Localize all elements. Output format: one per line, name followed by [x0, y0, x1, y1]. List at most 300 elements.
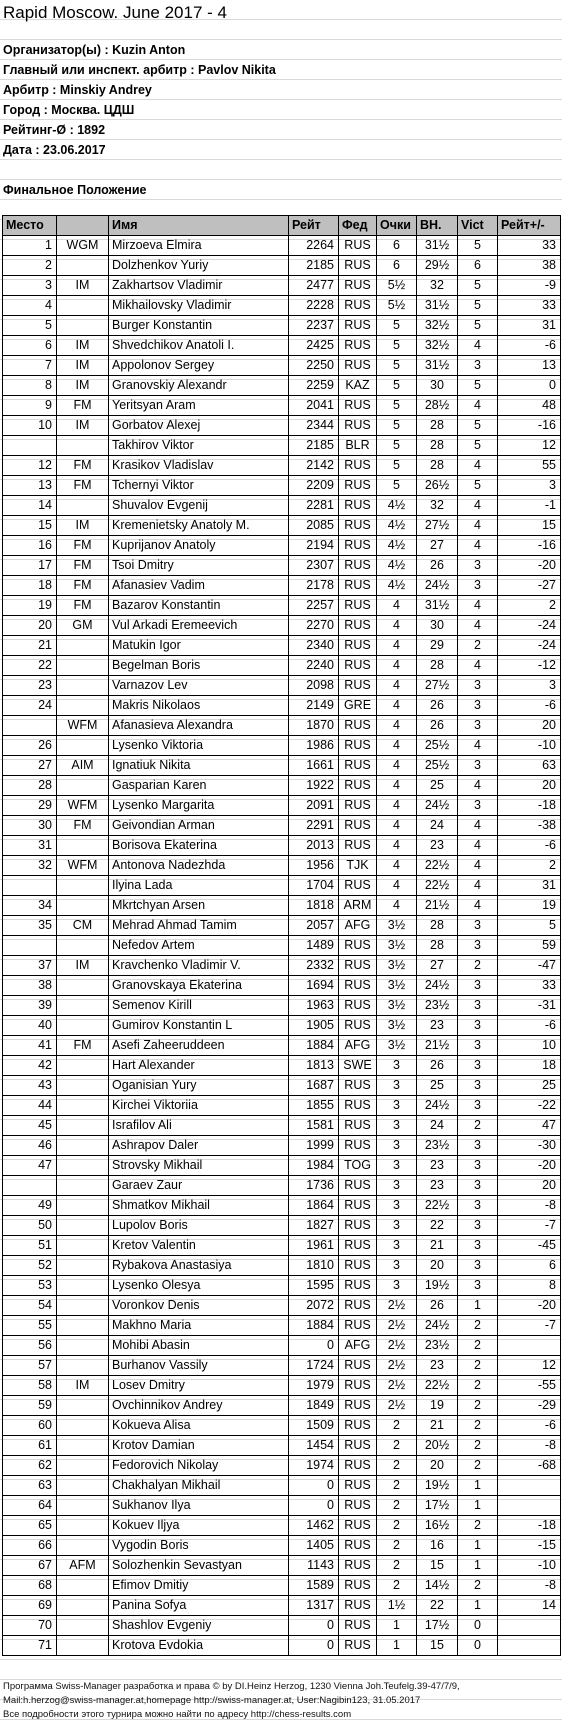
- federation-cell: RUS: [339, 1216, 377, 1236]
- rating-change-cell: 25: [498, 1076, 561, 1096]
- rating-change-cell: [498, 1636, 561, 1656]
- title-cell: [57, 1316, 109, 1336]
- rating-change-cell: -18: [498, 796, 561, 816]
- victories-cell: 4: [458, 876, 498, 896]
- place-cell: 61: [3, 1436, 57, 1456]
- rating-cell: 1810: [289, 1256, 339, 1276]
- rating-cell: 1687: [289, 1076, 339, 1096]
- rating-cell: 1489: [289, 936, 339, 956]
- points-cell: 2½: [377, 1336, 417, 1356]
- table-row: [3, 396, 561, 416]
- federation-cell: RUS: [339, 876, 377, 896]
- title-cell: IM: [57, 376, 109, 396]
- points-cell: 4: [377, 876, 417, 896]
- table-row: [3, 1576, 561, 1596]
- title-cell: [57, 1236, 109, 1256]
- place-cell: 46: [3, 1136, 57, 1156]
- title-cell: FM: [57, 556, 109, 576]
- title-cell: CM: [57, 916, 109, 936]
- title-cell: IM: [57, 516, 109, 536]
- table-row: [3, 1036, 561, 1056]
- rating-cell: 1974: [289, 1456, 339, 1476]
- rating-change-cell: -8: [498, 1576, 561, 1596]
- victories-cell: 4: [458, 396, 498, 416]
- table-row: [3, 716, 561, 736]
- title-cell: [57, 1156, 109, 1176]
- table-row: [3, 1096, 561, 1116]
- rating-cell: 1922: [289, 776, 339, 796]
- player-name-cell: Efimov Dmitiy: [109, 1576, 289, 1596]
- victories-cell: 5: [458, 236, 498, 256]
- victories-cell: 2: [458, 1376, 498, 1396]
- place-cell: 1: [3, 236, 57, 256]
- victories-cell: 2: [458, 1116, 498, 1136]
- rating-change-cell: -31: [498, 996, 561, 1016]
- title-cell: [57, 1016, 109, 1036]
- rating-cell: 1589: [289, 1576, 339, 1596]
- points-cell: 2: [377, 1516, 417, 1536]
- points-cell: 4½: [377, 556, 417, 576]
- title-cell: [57, 1336, 109, 1356]
- tiebreak-cell: 31½: [417, 236, 458, 256]
- table-row: [3, 356, 561, 376]
- rating-change-cell: -8: [498, 1436, 561, 1456]
- tiebreak-cell: 24: [417, 1116, 458, 1136]
- section-title: Финальное Положение: [3, 183, 147, 197]
- tiebreak-cell: 27: [417, 956, 458, 976]
- federation-cell: RUS: [339, 776, 377, 796]
- rating-change-cell: 13: [498, 356, 561, 376]
- victories-cell: 4: [458, 496, 498, 516]
- points-cell: 2: [377, 1576, 417, 1596]
- points-cell: 3: [377, 1156, 417, 1176]
- victories-cell: 3: [458, 1096, 498, 1116]
- place-cell: 19: [3, 596, 57, 616]
- points-cell: 3: [377, 1136, 417, 1156]
- rating-cell: 2425: [289, 336, 339, 356]
- rating-change-cell: -6: [498, 1016, 561, 1036]
- city-line: Город : Москва. ЦДШ: [3, 103, 135, 117]
- federation-cell: SWE: [339, 1056, 377, 1076]
- victories-cell: 2: [458, 1336, 498, 1356]
- victories-cell: 3: [458, 796, 498, 816]
- table-row: [3, 516, 561, 536]
- rating-change-cell: -47: [498, 956, 561, 976]
- victories-cell: 3: [458, 1076, 498, 1096]
- title-cell: [57, 636, 109, 656]
- rating-change-cell: -22: [498, 1096, 561, 1116]
- player-name-cell: Mkrtchyan Arsen: [109, 896, 289, 916]
- victories-cell: 3: [458, 1136, 498, 1156]
- place-cell: 55: [3, 1316, 57, 1336]
- tiebreak-cell: 28: [417, 916, 458, 936]
- table-row: [3, 1056, 561, 1076]
- player-name-cell: Zakhartsov Vladimir: [109, 276, 289, 296]
- table-row: [3, 1016, 561, 1036]
- tiebreak-cell: 32½: [417, 336, 458, 356]
- title-cell: [57, 316, 109, 336]
- tiebreak-cell: 23: [417, 1176, 458, 1196]
- player-name-cell: Appolonov Sergey: [109, 356, 289, 376]
- player-name-cell: Granovskiy Alexandr: [109, 376, 289, 396]
- rating-cell: 1818: [289, 896, 339, 916]
- points-cell: 4: [377, 856, 417, 876]
- player-name-cell: Makhno Maria: [109, 1316, 289, 1336]
- victories-cell: 4: [458, 816, 498, 836]
- rating-average-line: Рейтинг-Ø : 1892: [3, 123, 106, 137]
- player-name-cell: Nefedov Artem: [109, 936, 289, 956]
- table-row: [3, 876, 561, 896]
- points-cell: 3: [377, 1276, 417, 1296]
- federation-cell: RUS: [339, 296, 377, 316]
- victories-cell: 3: [458, 676, 498, 696]
- points-cell: 4: [377, 756, 417, 776]
- rating-cell: 2228: [289, 296, 339, 316]
- points-cell: 2: [377, 1536, 417, 1556]
- place-cell: 29: [3, 796, 57, 816]
- rating-cell: 1509: [289, 1416, 339, 1436]
- victories-cell: 4: [458, 336, 498, 356]
- federation-cell: RUS: [339, 256, 377, 276]
- federation-cell: GRE: [339, 696, 377, 716]
- rating-cell: 2237: [289, 316, 339, 336]
- rating-cell: 2291: [289, 816, 339, 836]
- place-cell: 37: [3, 956, 57, 976]
- place-cell: 52: [3, 1256, 57, 1276]
- points-cell: 3½: [377, 1016, 417, 1036]
- player-name-cell: Sukhanov Ilya: [109, 1496, 289, 1516]
- tiebreak-cell: 19½: [417, 1276, 458, 1296]
- victories-cell: 4: [458, 836, 498, 856]
- tiebreak-cell: 29: [417, 636, 458, 656]
- tiebreak-cell: 17½: [417, 1616, 458, 1636]
- title-cell: [57, 1516, 109, 1536]
- table-row: [3, 1256, 561, 1276]
- rating-cell: 2057: [289, 916, 339, 936]
- federation-cell: RUS: [339, 316, 377, 336]
- table-row: [3, 1076, 561, 1096]
- victories-cell: 2: [458, 1316, 498, 1336]
- federation-cell: RUS: [339, 936, 377, 956]
- federation-cell: RUS: [339, 516, 377, 536]
- player-name-cell: Ignatiuk Nikita: [109, 756, 289, 776]
- place-cell: 58: [3, 1376, 57, 1396]
- rating-change-cell: -1: [498, 496, 561, 516]
- rating-cell: 2194: [289, 536, 339, 556]
- title-cell: [57, 776, 109, 796]
- rating-change-cell: 8: [498, 1276, 561, 1296]
- federation-cell: RUS: [339, 1436, 377, 1456]
- title-cell: [57, 1136, 109, 1156]
- place-cell: 22: [3, 656, 57, 676]
- table-row: [3, 656, 561, 676]
- points-cell: 3½: [377, 956, 417, 976]
- rating-cell: 1979: [289, 1376, 339, 1396]
- tiebreak-cell: 32: [417, 496, 458, 516]
- points-cell: 4: [377, 836, 417, 856]
- tiebreak-cell: 31½: [417, 296, 458, 316]
- tiebreak-cell: 29½: [417, 256, 458, 276]
- chief-arbiter-line: Главный или инспект. арбитр : Pavlov Nikita: [3, 63, 276, 77]
- tiebreak-cell: 31½: [417, 596, 458, 616]
- player-name-cell: Ashrapov Daler: [109, 1136, 289, 1156]
- player-name-cell: Israfilov Ali: [109, 1116, 289, 1136]
- arbiter-line: Арбитр : Minskiy Andrey: [3, 83, 152, 97]
- place-cell: [3, 876, 57, 896]
- rating-change-cell: 15: [498, 516, 561, 536]
- rating-cell: 1462: [289, 1516, 339, 1536]
- player-name-cell: Gasparian Karen: [109, 776, 289, 796]
- rating-change-cell: 5: [498, 916, 561, 936]
- date-line: Дата : 23.06.2017: [3, 143, 106, 157]
- victories-cell: 0: [458, 1616, 498, 1636]
- title-cell: IM: [57, 416, 109, 436]
- federation-cell: RUS: [339, 996, 377, 1016]
- title-cell: [57, 1116, 109, 1136]
- place-cell: 45: [3, 1116, 57, 1136]
- points-cell: 5: [377, 396, 417, 416]
- tiebreak-cell: 24½: [417, 1316, 458, 1336]
- federation-cell: RUS: [339, 836, 377, 856]
- tiebreak-cell: 25½: [417, 736, 458, 756]
- rating-change-cell: 55: [498, 456, 561, 476]
- player-name-cell: Fedorovich Nikolay: [109, 1456, 289, 1476]
- points-cell: 3: [377, 1096, 417, 1116]
- victories-cell: 3: [458, 1216, 498, 1236]
- rating-change-cell: -12: [498, 656, 561, 676]
- title-cell: [57, 836, 109, 856]
- rating-cell: 0: [289, 1636, 339, 1656]
- federation-cell: ARM: [339, 896, 377, 916]
- tiebreak-cell: 23½: [417, 1136, 458, 1156]
- federation-cell: RUS: [339, 736, 377, 756]
- rating-change-cell: -8: [498, 1196, 561, 1216]
- federation-cell: RUS: [339, 616, 377, 636]
- place-cell: 69: [3, 1596, 57, 1616]
- player-name-cell: Granovskaya Ekaterina: [109, 976, 289, 996]
- place-cell: 47: [3, 1156, 57, 1176]
- place-cell: 4: [3, 296, 57, 316]
- rating-cell: 2250: [289, 356, 339, 376]
- victories-cell: 2: [458, 1436, 498, 1456]
- rating-change-cell: 20: [498, 776, 561, 796]
- place-cell: 38: [3, 976, 57, 996]
- federation-cell: RUS: [339, 276, 377, 296]
- table-row: [3, 756, 561, 776]
- points-cell: 3: [377, 1076, 417, 1096]
- player-name-cell: Burhanov Vassily: [109, 1356, 289, 1376]
- tiebreak-cell: 28: [417, 436, 458, 456]
- tiebreak-cell: 21: [417, 1236, 458, 1256]
- points-cell: 2½: [377, 1376, 417, 1396]
- rating-cell: 1884: [289, 1316, 339, 1336]
- player-name-cell: Vygodin Boris: [109, 1536, 289, 1556]
- title-cell: IM: [57, 356, 109, 376]
- rating-cell: 1143: [289, 1556, 339, 1576]
- federation-cell: AFG: [339, 1336, 377, 1356]
- tiebreak-cell: 22½: [417, 1376, 458, 1396]
- rating-change-cell: -7: [498, 1216, 561, 1236]
- victories-cell: 4: [458, 776, 498, 796]
- place-cell: [3, 716, 57, 736]
- title-cell: [57, 1256, 109, 1276]
- table-row: [3, 1436, 561, 1456]
- table-row: [3, 1496, 561, 1516]
- rating-change-cell: 12: [498, 436, 561, 456]
- rating-cell: 0: [289, 1476, 339, 1496]
- federation-cell: RUS: [339, 536, 377, 556]
- player-name-cell: Antonova Nadezhda: [109, 856, 289, 876]
- rating-cell: 1884: [289, 1036, 339, 1056]
- player-name-cell: Borisova Ekaterina: [109, 836, 289, 856]
- rating-change-cell: 33: [498, 976, 561, 996]
- rating-cell: 1405: [289, 1536, 339, 1556]
- rating-cell: 2149: [289, 696, 339, 716]
- player-name-cell: Matukin Igor: [109, 636, 289, 656]
- tiebreak-cell: 20½: [417, 1436, 458, 1456]
- points-cell: 4: [377, 736, 417, 756]
- title-cell: [57, 696, 109, 716]
- player-name-cell: Shmatkov Mikhail: [109, 1196, 289, 1216]
- place-cell: 6: [3, 336, 57, 356]
- rating-cell: 2264: [289, 236, 339, 256]
- victories-cell: 4: [458, 856, 498, 876]
- title-cell: FM: [57, 596, 109, 616]
- federation-cell: RUS: [339, 576, 377, 596]
- table-row: [3, 376, 561, 396]
- federation-cell: RUS: [339, 676, 377, 696]
- place-cell: 39: [3, 996, 57, 1016]
- victories-cell: 1: [458, 1296, 498, 1316]
- player-name-cell: Lysenko Olesya: [109, 1276, 289, 1296]
- player-name-cell: Shvedchikov Anatoli I.: [109, 336, 289, 356]
- federation-cell: RUS: [339, 1476, 377, 1496]
- tiebreak-cell: 23½: [417, 1336, 458, 1356]
- federation-cell: AFG: [339, 1036, 377, 1056]
- victories-cell: 1: [458, 1556, 498, 1576]
- tiebreak-cell: 26½: [417, 476, 458, 496]
- place-cell: 18: [3, 576, 57, 596]
- federation-cell: RUS: [339, 1256, 377, 1276]
- table-row: [3, 496, 561, 516]
- rating-change-cell: -6: [498, 836, 561, 856]
- rating-cell: 1827: [289, 1216, 339, 1236]
- rating-cell: 1694: [289, 976, 339, 996]
- points-cell: 3½: [377, 976, 417, 996]
- title-cell: WFM: [57, 796, 109, 816]
- table-row: [3, 1356, 561, 1376]
- table-row: [3, 736, 561, 756]
- tiebreak-cell: 21½: [417, 1036, 458, 1056]
- federation-cell: RUS: [339, 1176, 377, 1196]
- table-row: [3, 236, 561, 256]
- title-cell: GM: [57, 616, 109, 636]
- rating-cell: 2340: [289, 636, 339, 656]
- table-row: [3, 476, 561, 496]
- victories-cell: 3: [458, 1176, 498, 1196]
- table-header-row: [3, 216, 561, 236]
- col-header-tiebreak: ВН.: [417, 216, 458, 236]
- victories-cell: 4: [458, 596, 498, 616]
- place-cell: 32: [3, 856, 57, 876]
- tiebreak-cell: 21: [417, 1416, 458, 1436]
- rating-cell: 2085: [289, 516, 339, 536]
- federation-cell: RUS: [339, 1096, 377, 1116]
- points-cell: 2: [377, 1476, 417, 1496]
- rating-cell: 0: [289, 1616, 339, 1636]
- rating-cell: 0: [289, 1336, 339, 1356]
- title-cell: [57, 976, 109, 996]
- player-name-cell: Garaev Zaur: [109, 1176, 289, 1196]
- victories-cell: 2: [458, 956, 498, 976]
- title-cell: [57, 256, 109, 276]
- title-cell: [57, 1216, 109, 1236]
- title-cell: [57, 996, 109, 1016]
- table-row: [3, 316, 561, 336]
- rating-change-cell: 20: [498, 716, 561, 736]
- place-cell: 30: [3, 816, 57, 836]
- organizer-line: Организатор(ы) : Kuzin Anton: [3, 43, 186, 57]
- place-cell: 35: [3, 916, 57, 936]
- player-name-cell: Shashlov Evgeniy: [109, 1616, 289, 1636]
- rating-cell: 1454: [289, 1436, 339, 1456]
- place-cell: 70: [3, 1616, 57, 1636]
- player-name-cell: Ilyina Lada: [109, 876, 289, 896]
- player-name-cell: Panina Sofya: [109, 1596, 289, 1616]
- title-cell: WFM: [57, 856, 109, 876]
- footer-copyright: Программа Swiss-Manager разработка и права © by DI.Heinz Herzog, 1230 Vienna Joh.Teufelg.39-47/7/9,: [3, 1681, 460, 1692]
- victories-cell: 5: [458, 416, 498, 436]
- tiebreak-cell: 15: [417, 1556, 458, 1576]
- title-cell: [57, 1636, 109, 1656]
- tiebreak-cell: 26: [417, 556, 458, 576]
- tiebreak-cell: 32: [417, 276, 458, 296]
- table-row: [3, 416, 561, 436]
- place-cell: 9: [3, 396, 57, 416]
- federation-cell: RUS: [339, 716, 377, 736]
- rating-cell: 2178: [289, 576, 339, 596]
- table-row: [3, 1396, 561, 1416]
- points-cell: 4½: [377, 516, 417, 536]
- table-row: [3, 916, 561, 936]
- tiebreak-cell: 24½: [417, 976, 458, 996]
- place-cell: 27: [3, 756, 57, 776]
- table-row: [3, 1536, 561, 1556]
- points-cell: 5: [377, 436, 417, 456]
- rating-change-cell: 48: [498, 396, 561, 416]
- player-name-cell: Krotov Damian: [109, 1436, 289, 1456]
- tiebreak-cell: 22½: [417, 856, 458, 876]
- place-cell: 43: [3, 1076, 57, 1096]
- place-cell: 31: [3, 836, 57, 856]
- rating-change-cell: 6: [498, 1256, 561, 1276]
- place-cell: 34: [3, 896, 57, 916]
- place-cell: 41: [3, 1036, 57, 1056]
- rating-cell: 1595: [289, 1276, 339, 1296]
- victories-cell: 4: [458, 656, 498, 676]
- player-name-cell: Tsoi Dmitry: [109, 556, 289, 576]
- rating-change-cell: -30: [498, 1136, 561, 1156]
- tiebreak-cell: 24½: [417, 576, 458, 596]
- points-cell: 6: [377, 236, 417, 256]
- rating-cell: 1864: [289, 1196, 339, 1216]
- player-name-cell: Ovchinnikov Andrey: [109, 1396, 289, 1416]
- rating-change-cell: [498, 1496, 561, 1516]
- player-name-cell: Vul Arkadi Eremeevich: [109, 616, 289, 636]
- table-row: [3, 676, 561, 696]
- tiebreak-cell: 28: [417, 456, 458, 476]
- federation-cell: RUS: [339, 1556, 377, 1576]
